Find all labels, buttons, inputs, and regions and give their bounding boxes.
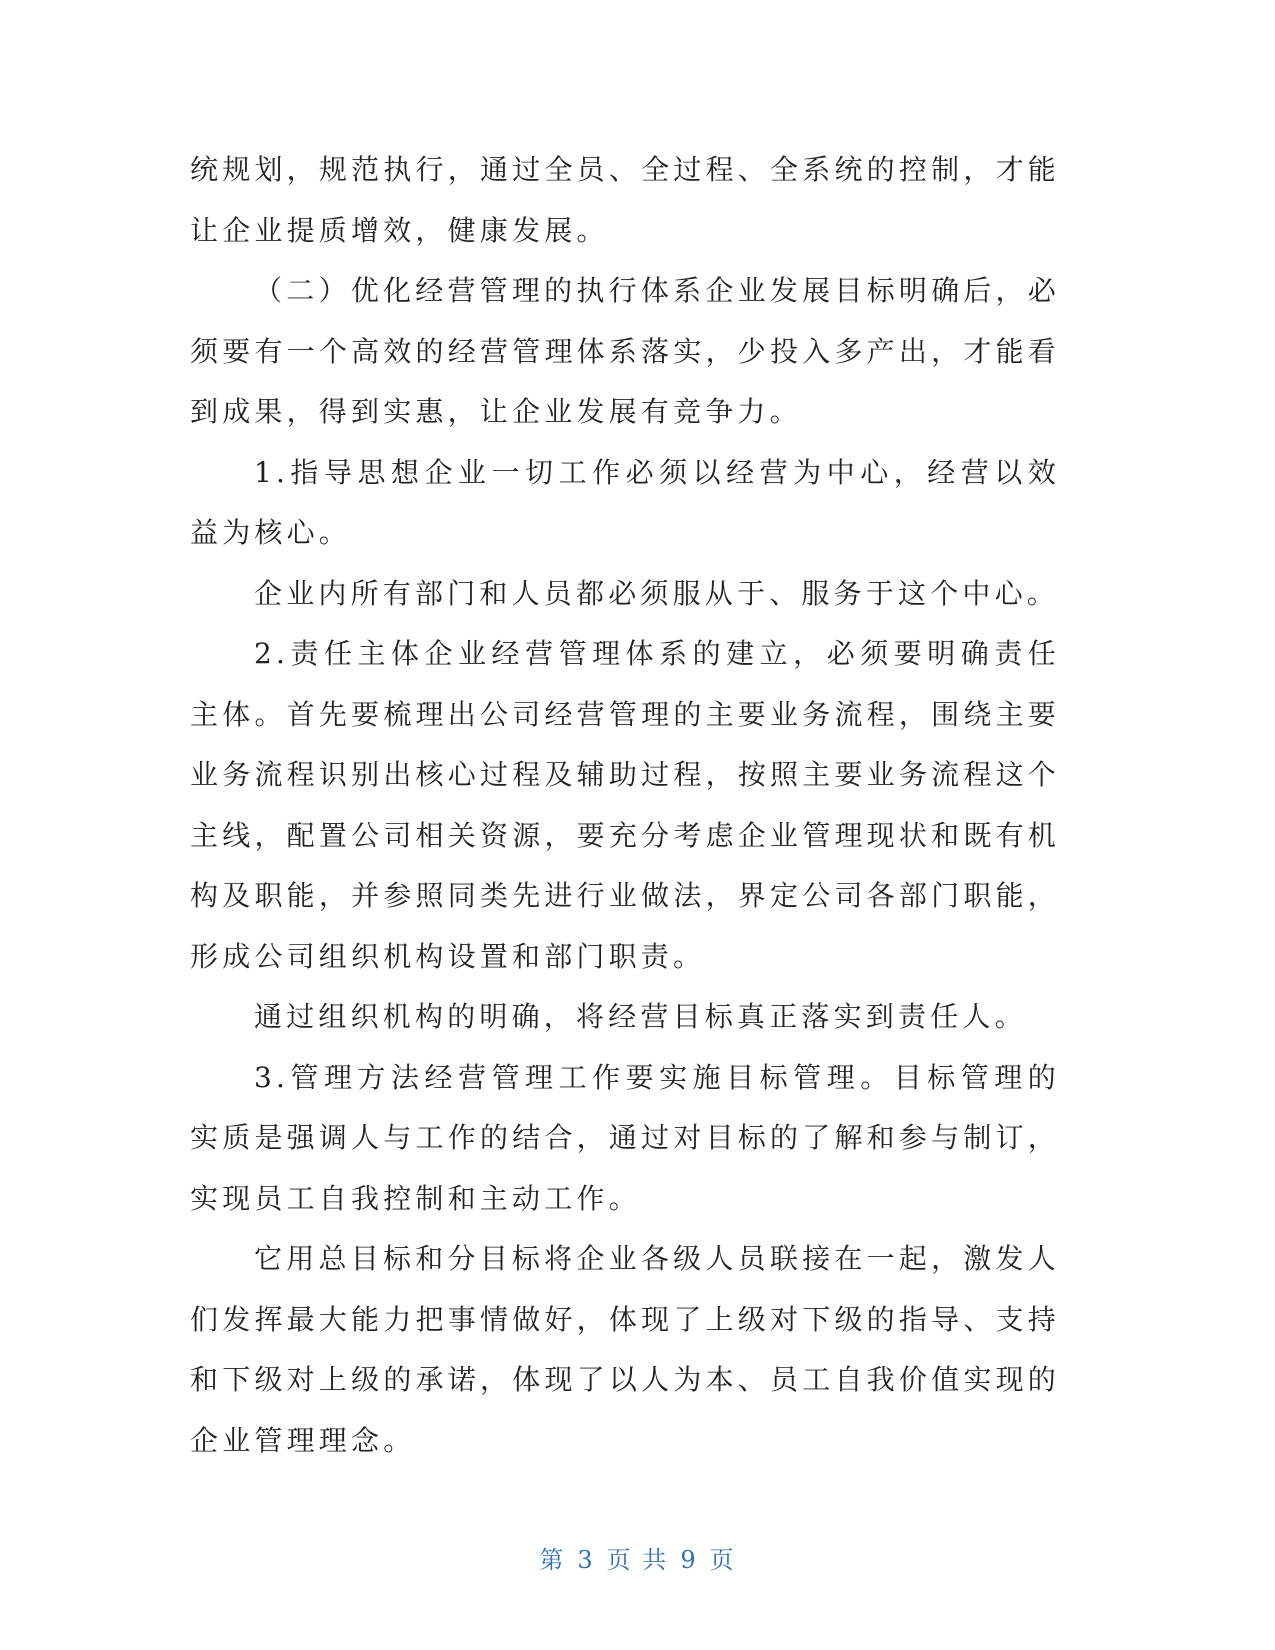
paragraph-5: 2.责任主体企业经营管理体系的建立，必须要明确责任主体。首先要梳理出公司经营管理的主要业务流程，围绕主要业务流程识别出核心过程及辅助过程，按照主要业务流程这个主线，配置公司相关资源，要充分考虑企业管理现状和既有机构及职能，并参照同类先进行业做法，界定公司各部门职能，形成公司组织机构设置和部门职责。 [190,637,1060,973]
page-label-suffix: 页 [709,1546,736,1574]
paragraph-1: 统规划，规范执行，通过全员、全过程、全系统的控制，才能让企业提质增效，健康发展。 [190,153,1060,247]
current-page-number: 3 [577,1546,595,1574]
paragraph-4: 企业内所有部门和人员都必须服从于、服务于这个中心。 [254,576,1060,610]
document-body [190,140,1060,1471]
page-footer [0,1540,1275,1575]
total-pages-number: 9 [680,1546,698,1574]
page-label-prefix: 第 [539,1546,566,1574]
paragraph-2: （二）优化经营管理的执行体系企业发展目标明确后，必须要有一个高效的经营管理体系落实，少投入多产出，才能看到成果，得到实惠，让企业发展有竞争力。 [190,274,1060,428]
paragraph-6: 通过组织机构的明确，将经营目标真正落实到责任人。 [254,1000,1027,1033]
paragraph-8: 它用总目标和分目标将企业各级人员联接在一起，激发人们发挥最大能力把事情做好，体现了上级对下级的指导、支持和下级对上级的承诺，体现了以人为本、员工自我价值实现的企业管理理念。 [190,1242,1060,1457]
paragraph-7: 3.管理方法经营管理工作要实施目标管理。目标管理的实质是强调人与工作的结合，通过对目标的了解和参与制订，实现员工自我控制和主动工作。 [190,1060,1060,1215]
page-label-mid: 页 共 [606,1546,669,1574]
paragraph-3: 1.指导思想企业一切工作必须以经营为中心，经营以效益为核心。 [190,455,1060,549]
